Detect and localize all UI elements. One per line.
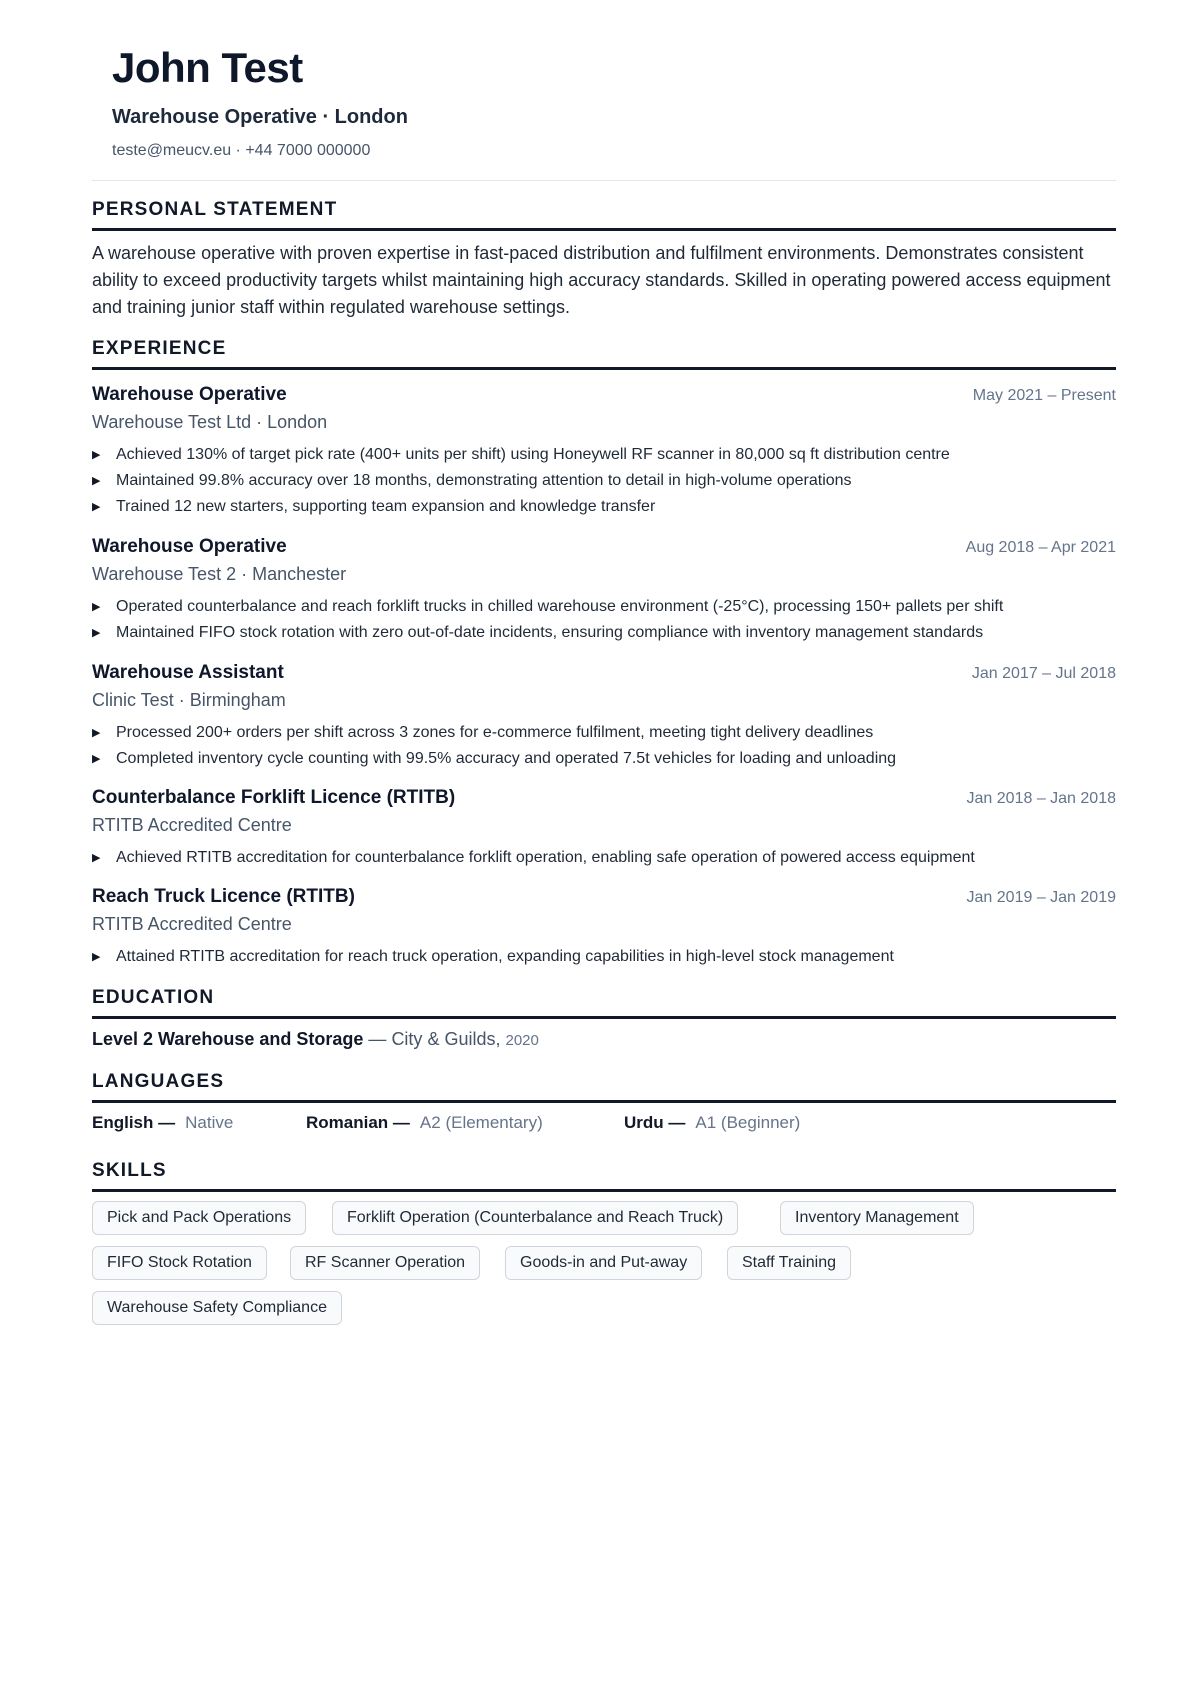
bullet-text: Achieved 130% of target pick rate (400+ units per shift) using Honeywell RF scanner in 80,000 sq ft distribution centre	[116, 446, 950, 463]
job-bullets	[92, 442, 1116, 520]
list-item	[92, 620, 1116, 646]
candidate-headline: Warehouse Operative · London	[112, 106, 408, 128]
triangle-bullet-icon: ▶	[92, 601, 101, 613]
bullet-text: Maintained FIFO stock rotation with zero out-of-date incidents, ensuring compliance with inventory management standards	[116, 624, 984, 641]
skill-chip: Pick and Pack Operations	[92, 1201, 306, 1235]
language-separator: —	[663, 1113, 686, 1132]
job-title: Warehouse Assistant	[92, 662, 284, 683]
job-title: Reach Truck Licence (RTITB)	[92, 886, 355, 907]
job-date: Jan 2018 – Jan 2018	[966, 790, 1116, 807]
job-bullets	[92, 594, 1116, 646]
education-year: 2020	[505, 1032, 539, 1049]
job-date: May 2021 – Present	[972, 387, 1116, 404]
experience-entry	[92, 884, 1116, 970]
language-separator: —	[388, 1113, 410, 1132]
personal-statement-text: A warehouse operative with proven expertise in fast-paced distribution and fulfilment environments. Demonstrates consistent ability to exceed productivity targets whilst maintaining high accuracy standards. Skilled in operating powered access equipment and training junior staff within regulated warehouse settings.	[92, 243, 1111, 317]
education-comma: ,	[495, 1029, 506, 1049]
triangle-bullet-icon: ▶	[92, 449, 101, 461]
candidate-name: John Test	[112, 44, 303, 91]
job-title: Warehouse Operative	[92, 384, 287, 405]
triangle-bullet-icon: ▶	[92, 951, 101, 963]
experience-entry	[92, 382, 1116, 520]
bullet-text: Maintained 99.8% accuracy over 18 months, demonstrating attention to detail in high-volume operations	[116, 472, 852, 489]
skill-chip: Goods-in and Put-away	[505, 1246, 702, 1280]
contact-line[interactable]: teste@meucv.eu · +44 7000 000000	[112, 142, 371, 159]
language-level: A2 (Elementary)	[419, 1113, 543, 1132]
institution-name: City & Guilds	[391, 1029, 496, 1049]
list-item	[92, 720, 1116, 746]
skill-chip: RF Scanner Operation	[290, 1246, 480, 1280]
bullet-text: Completed inventory cycle counting with 99.5% accuracy and operated 7.5t vehicles for loading and unloading	[116, 750, 897, 767]
job-bullets	[92, 845, 1116, 871]
job-bullets	[92, 720, 1116, 772]
experience-entry	[92, 785, 1116, 871]
triangle-bullet-icon: ▶	[92, 753, 101, 765]
job-organisation: Warehouse Test 2 · Manchester	[92, 564, 347, 584]
experience-entry	[92, 534, 1116, 646]
language-separator: —	[153, 1113, 176, 1132]
bullet-text: Trained 12 new starters, supporting team expansion and knowledge transfer	[116, 498, 656, 515]
language-name: English	[92, 1113, 154, 1132]
job-organisation: RTITB Accredited Centre	[92, 914, 292, 934]
job-date: Aug 2018 – Apr 2021	[965, 539, 1116, 556]
education-separator: —	[363, 1029, 392, 1049]
language-item	[92, 1111, 233, 1135]
job-title: Counterbalance Forklift Licence (RTITB)	[92, 787, 456, 808]
education-entry	[92, 1027, 539, 1053]
triangle-bullet-icon: ▶	[92, 475, 101, 487]
section-title-education: EDUCATION	[92, 986, 1116, 1019]
job-date: Jan 2019 – Jan 2019	[966, 889, 1116, 906]
language-name: Romanian	[306, 1113, 389, 1132]
job-organisation: Warehouse Test Ltd · London	[92, 412, 328, 432]
bullet-text: Processed 200+ orders per shift across 3 zones for e-commerce fulfilment, meeting tight delivery deadlines	[116, 724, 874, 741]
triangle-bullet-icon: ▶	[92, 852, 101, 864]
experience-entry	[92, 660, 1116, 772]
list-item	[92, 594, 1116, 620]
triangle-bullet-icon: ▶	[92, 727, 101, 739]
job-title: Warehouse Operative	[92, 536, 287, 557]
list-item	[92, 845, 1116, 871]
degree-name: Level 2 Warehouse and Storage	[92, 1029, 364, 1049]
language-name: Urdu	[624, 1113, 664, 1132]
bullet-text: Achieved RTITB accreditation for counterbalance forklift operation, enabling safe operation of powered access equipment	[116, 849, 975, 866]
section-title-skills: SKILLS	[92, 1159, 1116, 1192]
job-bullets	[92, 944, 1116, 970]
list-item	[92, 746, 1116, 772]
job-organisation: RTITB Accredited Centre	[92, 815, 292, 835]
skill-chip: Warehouse Safety Compliance	[92, 1291, 342, 1325]
language-level: A1 (Beginner)	[695, 1113, 801, 1132]
bullet-text: Operated counterbalance and reach forklift trucks in chilled warehouse environment (-25°C), processing 150+ pallets per shift	[116, 598, 1004, 615]
list-item	[92, 944, 1116, 970]
section-title-languages: LANGUAGES	[92, 1070, 1116, 1103]
job-organisation: Clinic Test · Birmingham	[92, 690, 286, 710]
language-level: Native	[185, 1113, 234, 1132]
skill-chip: FIFO Stock Rotation	[92, 1246, 267, 1280]
triangle-bullet-icon: ▶	[92, 501, 101, 513]
language-item	[624, 1111, 800, 1135]
triangle-bullet-icon: ▶	[92, 627, 101, 639]
language-item	[306, 1111, 543, 1135]
list-item	[92, 494, 1116, 520]
skill-chip: Inventory Management	[780, 1201, 974, 1235]
skill-chip: Staff Training	[727, 1246, 851, 1280]
section-title-personal-statement: PERSONAL STATEMENT	[92, 198, 1116, 231]
bullet-text: Attained RTITB accreditation for reach truck operation, expanding capabilities in high-level stock management	[116, 948, 894, 965]
section-title-experience: EXPERIENCE	[92, 337, 1116, 370]
job-date: Jan 2017 – Jul 2018	[971, 665, 1116, 682]
skill-chip: Forklift Operation (Counterbalance and Reach Truck)	[332, 1201, 738, 1235]
list-item	[92, 468, 1116, 494]
header-divider	[92, 180, 1116, 181]
list-item	[92, 442, 1116, 468]
